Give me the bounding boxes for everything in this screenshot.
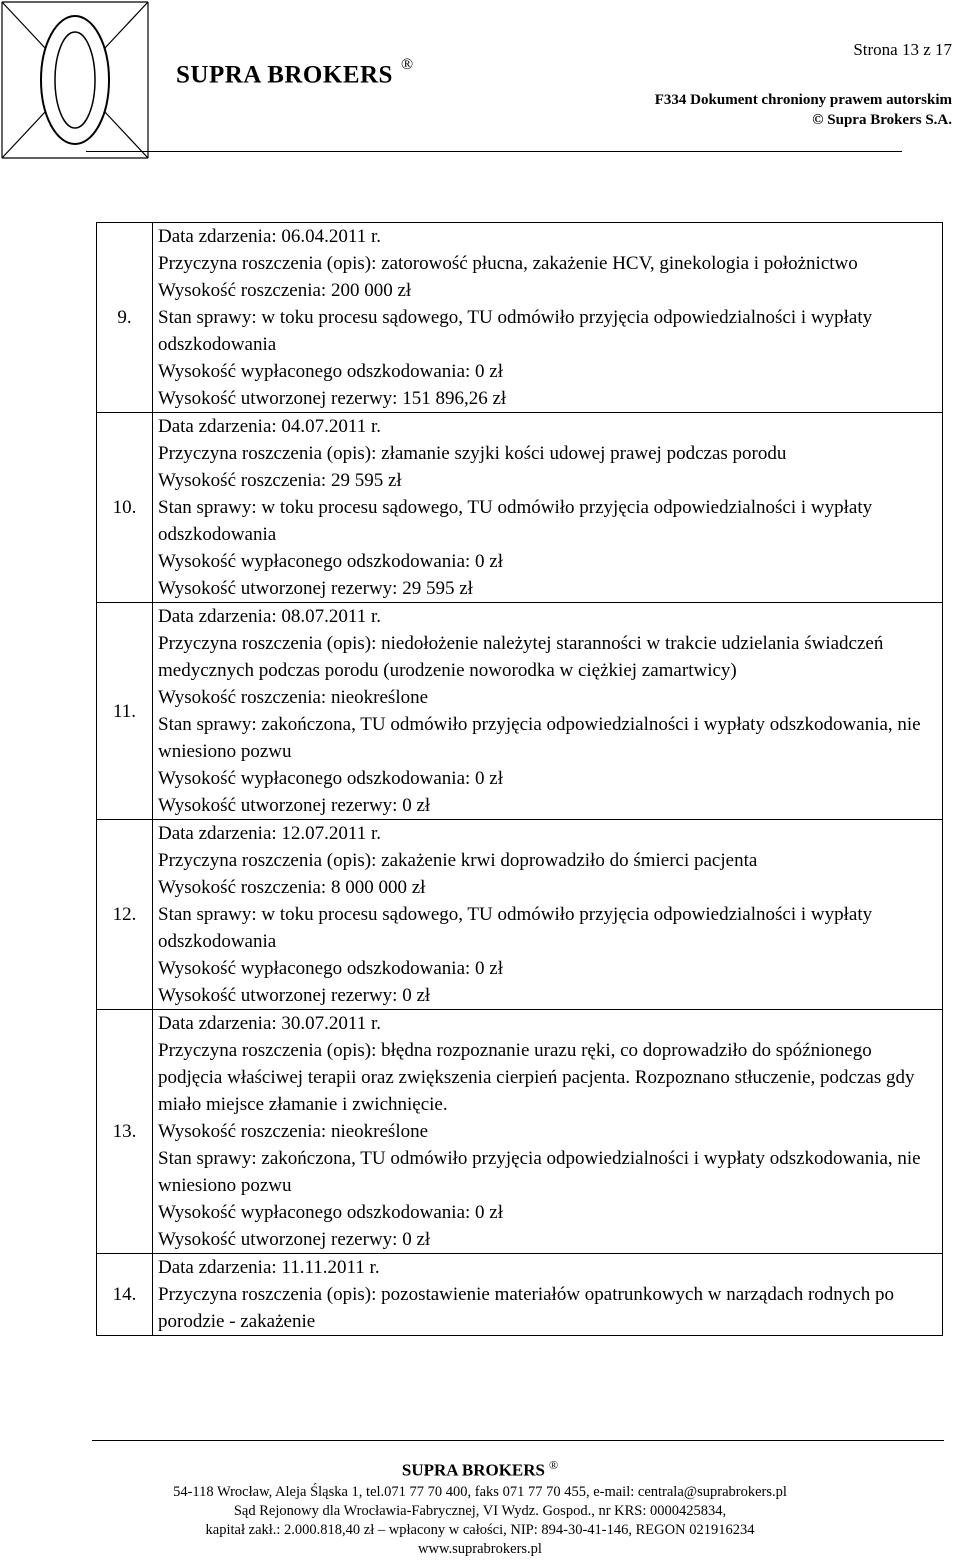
claim-detail-line: Data zdarzenia: 30.07.2011 r. bbox=[158, 1013, 381, 1034]
claim-detail-line: Wysokość utworzonej rezerwy: 0 zł bbox=[158, 1229, 431, 1250]
claim-number: 9. bbox=[97, 223, 153, 413]
claim-detail-line: Wysokość utworzonej rezerwy: 0 zł bbox=[158, 985, 431, 1006]
claim-detail-line: Stan sprawy: zakończona, TU odmówiło przyjęcia odpowiedzialności i wypłaty odszkodowania, nie wniesiono pozwu bbox=[158, 1148, 921, 1196]
claim-number: 14. bbox=[97, 1254, 153, 1336]
claim-number: 13. bbox=[97, 1010, 153, 1254]
claim-detail-line: Przyczyna roszczenia (opis): zakażenie krwi doprowadziło do śmierci pacjenta bbox=[158, 850, 758, 871]
claims-table-body bbox=[97, 223, 943, 1336]
claim-detail-line: Wysokość roszczenia: nieokreślone bbox=[158, 687, 429, 708]
claim-number: 11. bbox=[97, 603, 153, 820]
footer-divider bbox=[92, 1440, 944, 1441]
claim-details bbox=[153, 1010, 943, 1254]
claim-detail-line: Wysokość wypłaconego odszkodowania: 0 zł bbox=[158, 768, 503, 789]
claim-details bbox=[153, 1254, 943, 1336]
claim-row bbox=[97, 1254, 943, 1336]
copyright-owner: © Supra Brokers S.A. bbox=[812, 112, 952, 128]
claim-details bbox=[153, 820, 943, 1010]
claim-detail-line: Wysokość roszczenia: nieokreślone bbox=[158, 1121, 429, 1142]
claim-detail-line: Wysokość wypłaconego odszkodowania: 0 zł bbox=[158, 361, 503, 382]
claim-detail-line: Data zdarzenia: 11.11.2011 r. bbox=[158, 1257, 380, 1278]
registered-mark: ® bbox=[400, 56, 414, 73]
claim-detail-line: Data zdarzenia: 12.07.2011 r. bbox=[158, 823, 381, 844]
supra-brokers-logo bbox=[0, 0, 150, 160]
brand-name: SUPRA BROKERS ® bbox=[176, 56, 414, 89]
footer-website: www.suprabrokers.pl bbox=[418, 1541, 542, 1557]
claim-detail-line: Wysokość utworzonej rezerwy: 151 896,26 zł bbox=[158, 388, 507, 409]
claim-detail-line: Przyczyna roszczenia (opis): pozostawienie materiałów opatrunkowych w narządach rodnych po porodzie - zakażenie bbox=[158, 1284, 894, 1332]
claim-row bbox=[97, 603, 943, 820]
claim-detail-line: Stan sprawy: w toku procesu sądowego, TU odmówiło przyjęcia odpowiedzialności i wypłaty odszkodowania bbox=[158, 497, 873, 545]
claim-detail-line: Wysokość utworzonej rezerwy: 29 595 zł bbox=[158, 578, 473, 599]
claim-detail-line: Stan sprawy: zakończona, TU odmówiło przyjęcia odpowiedzialności i wypłaty odszkodowania, nie wniesiono pozwu bbox=[158, 714, 921, 762]
copyright-notice: F334 Dokument chroniony prawem autorskim bbox=[654, 92, 952, 108]
claim-detail-line: Data zdarzenia: 06.04.2011 r. bbox=[158, 226, 381, 247]
claim-row bbox=[97, 1010, 943, 1254]
claims-table bbox=[96, 222, 943, 1336]
claim-detail-line: Wysokość roszczenia: 200 000 zł bbox=[158, 280, 412, 301]
claim-detail-line: Wysokość wypłaconego odszkodowania: 0 zł bbox=[158, 551, 503, 572]
claim-detail-line: Przyczyna roszczenia (opis): niedołożenie należytej staranności w trakcie udzielania świadczeń medycznych podczas porodu (urodzenie noworodka w ciężkiej zamartwicy) bbox=[158, 633, 884, 681]
claim-detail-line: Data zdarzenia: 08.07.2011 r. bbox=[158, 606, 381, 627]
claim-detail-line: Stan sprawy: w toku procesu sądowego, TU odmówiło przyjęcia odpowiedzialności i wypłaty odszkodowania bbox=[158, 307, 873, 355]
claim-number: 12. bbox=[97, 820, 153, 1010]
footer-registered-mark: ® bbox=[549, 1458, 559, 1472]
claim-detail-line: Stan sprawy: w toku procesu sądowego, TU odmówiło przyjęcia odpowiedzialności i wypłaty odszkodowania bbox=[158, 904, 873, 952]
footer-address: 54-118 Wrocław, Aleja Śląska 1, tel.071 77 70 400, faks 071 77 70 455, e-mail: centrala@suprabrokers.pl bbox=[173, 1484, 787, 1500]
claim-detail-line: Przyczyna roszczenia (opis): złamanie szyjki kości udowej prawej podczas porodu bbox=[158, 443, 787, 464]
claim-details bbox=[153, 223, 943, 413]
claim-detail-line: Przyczyna roszczenia (opis): błędna rozpoznanie urazu ręki, co doprowadziło do spóźnionego podjęcia właściwej terapii oraz zwiększenia cierpień pacjenta. Rozpoznano stłuczenie, podczas gdy miało miejsce złamanie i zwichnięcie. bbox=[158, 1040, 915, 1115]
claim-detail-line: Data zdarzenia: 04.07.2011 r. bbox=[158, 416, 381, 437]
claim-detail-line: Wysokość utworzonej rezerwy: 0 zł bbox=[158, 795, 431, 816]
claim-details bbox=[153, 603, 943, 820]
header-divider bbox=[86, 151, 902, 152]
claim-detail-line: Wysokość wypłaconego odszkodowania: 0 zł bbox=[158, 958, 503, 979]
footer-brand: SUPRA BROKERS ® bbox=[401, 1458, 559, 1480]
claim-detail-line: Przyczyna roszczenia (opis): zatorowość płucna, zakażenie HCV, ginekologia i położnictwo bbox=[158, 253, 858, 274]
claim-row bbox=[97, 413, 943, 603]
claim-details bbox=[153, 413, 943, 603]
claim-number: 10. bbox=[97, 413, 153, 603]
claim-detail-line: Wysokość roszczenia: 29 595 zł bbox=[158, 470, 402, 491]
page-number: Strona 13 z 17 bbox=[853, 40, 952, 59]
footer-court: Sąd Rejonowy dla Wrocławia-Fabrycznej, VI Wydz. Gospod., nr KRS: 0000425834, bbox=[233, 1503, 727, 1519]
claim-detail-line: Wysokość wypłaconego odszkodowania: 0 zł bbox=[158, 1202, 503, 1223]
claim-detail-line: Wysokość roszczenia: 8 000 000 zł bbox=[158, 877, 426, 898]
footer-capital: kapitał zakł.: 2.000.818,40 zł – wpłacony w całości, NIP: 894-30-41-146, REGON 021916234 bbox=[205, 1522, 755, 1538]
claim-row bbox=[97, 820, 943, 1010]
claim-row bbox=[97, 223, 943, 413]
